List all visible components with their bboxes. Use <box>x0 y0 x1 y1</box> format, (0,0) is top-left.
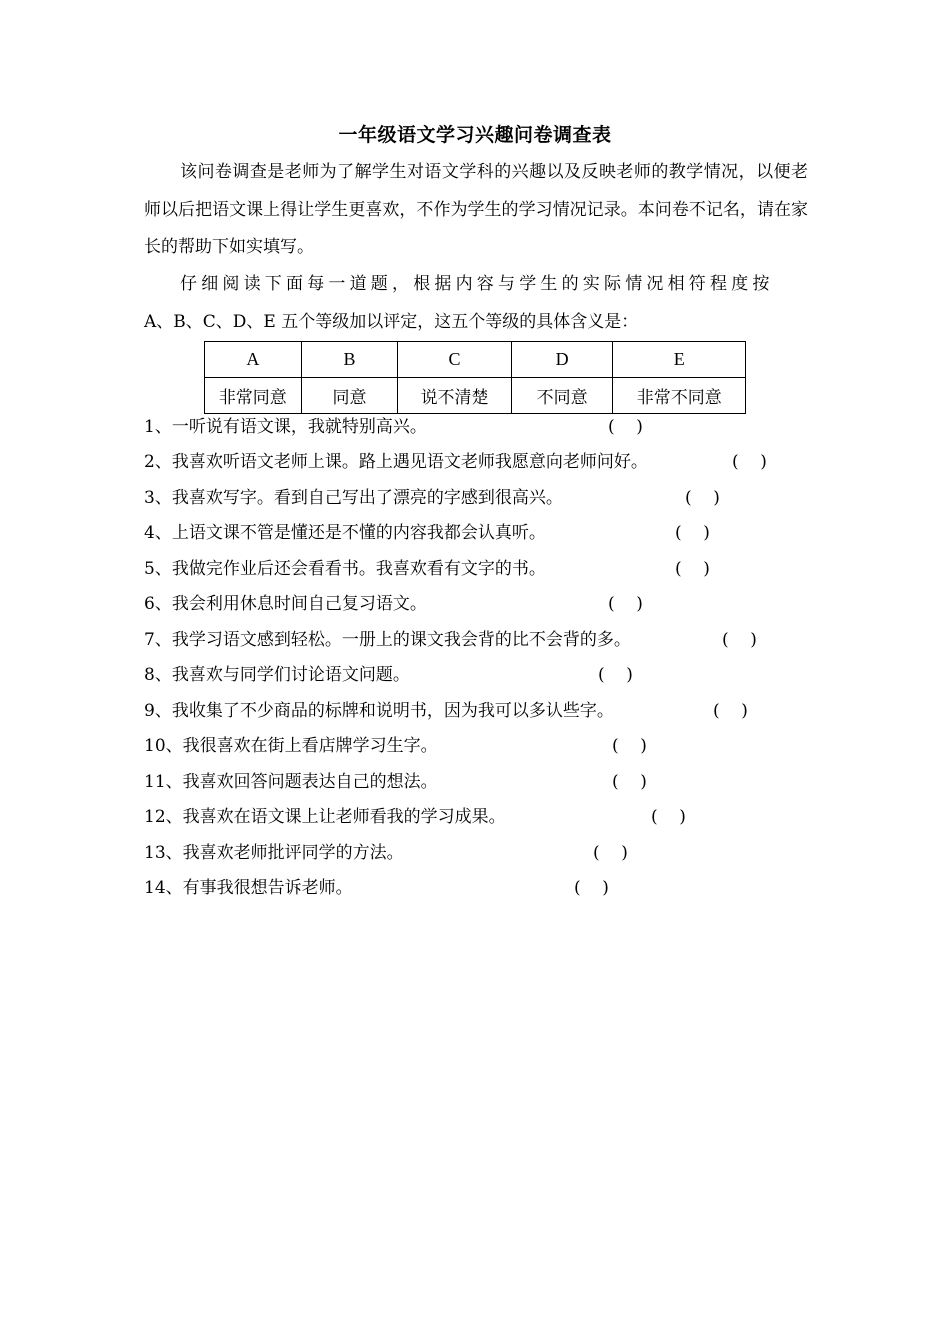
answer-blank[interactable]: ( ) <box>713 701 748 721</box>
scale-meaning: 非常同意 <box>205 378 302 414</box>
question-item: 9、我收集了不少商品的标牌和说明书，因为我可以多认些字。 <box>144 701 614 721</box>
scale-meaning: 不同意 <box>511 378 613 414</box>
answer-blank[interactable]: ( ) <box>675 559 710 579</box>
answer-blank[interactable]: ( ) <box>685 488 720 508</box>
answer-blank[interactable]: ( ) <box>732 452 767 472</box>
page-title: 一年级语文学习兴趣问卷调查表 <box>338 124 612 146</box>
scale-letters-row <box>205 342 746 378</box>
question-item: 14、有事我很想告诉老师。 <box>144 878 353 898</box>
answer-blank[interactable]: ( ) <box>612 772 647 792</box>
answer-blank[interactable]: ( ) <box>598 665 633 685</box>
question-item: 10、我很喜欢在街上看店牌学习生字。 <box>144 736 438 756</box>
rating-scale-table <box>204 341 746 414</box>
answer-blank[interactable]: ( ) <box>608 417 643 437</box>
scale-meaning: 说不清楚 <box>398 378 512 414</box>
answer-blank[interactable]: ( ) <box>593 843 628 863</box>
question-item: 11、我喜欢回答问题表达自己的想法。 <box>144 772 438 792</box>
scale-letter: B <box>301 342 398 378</box>
question-item: 3、我喜欢写字。看到自己写出了漂亮的字感到很高兴。 <box>144 488 563 508</box>
answer-blank[interactable]: ( ) <box>612 736 647 756</box>
scale-meanings-row <box>205 378 746 414</box>
instruction-line-1: 仔细阅读下面每一道题，根据内容与学生的实际情况相符程度按 <box>180 274 774 294</box>
scale-letter: D <box>511 342 613 378</box>
question-item: 5、我做完作业后还会看看书。我喜欢看有文字的书。 <box>144 559 546 579</box>
scale-meaning: 非常不同意 <box>613 378 746 414</box>
answer-blank[interactable]: ( ) <box>651 807 686 827</box>
answer-blank[interactable]: ( ) <box>608 594 643 614</box>
answer-blank[interactable]: ( ) <box>574 878 609 898</box>
question-item: 1、一听说有语文课，我就特别高兴。 <box>144 417 427 437</box>
question-item: 8、我喜欢与同学们讨论语文问题。 <box>144 665 410 685</box>
question-item: 12、我喜欢在语文课上让老师看我的学习成果。 <box>144 807 506 827</box>
question-item: 13、我喜欢老师批评同学的方法。 <box>144 843 404 863</box>
question-item: 4、上语文课不管是懂还是不懂的内容我都会认真听。 <box>144 523 546 543</box>
intro-paragraph: 该问卷调查是老师为了解学生对语文学科的兴趣以及反映老师的教学情况，以便老师以后把语文课上得让学生更喜欢，不作为学生的学习情况记录。本问卷不记名，请在家长的帮助下如实填写。 <box>144 162 808 257</box>
instruction-paragraph <box>144 266 808 341</box>
question-item: 2、我喜欢听语文老师上课。路上遇见语文老师我愿意向老师问好。 <box>144 452 648 472</box>
scale-letter: A <box>205 342 302 378</box>
question-item: 7、我学习语文感到轻松。一册上的课文我会背的比不会背的多。 <box>144 630 631 650</box>
scale-letter: C <box>398 342 512 378</box>
instruction-line-2: A、B、C、D、E 五个等级加以评定，这五个等级的具体含义是： <box>144 311 639 332</box>
answer-blank[interactable]: ( ) <box>675 523 710 543</box>
scale-letter: E <box>613 342 746 378</box>
answer-blank[interactable]: ( ) <box>722 630 757 650</box>
question-item: 6、我会利用休息时间自己复习语文。 <box>144 594 427 614</box>
scale-meaning: 同意 <box>301 378 398 414</box>
